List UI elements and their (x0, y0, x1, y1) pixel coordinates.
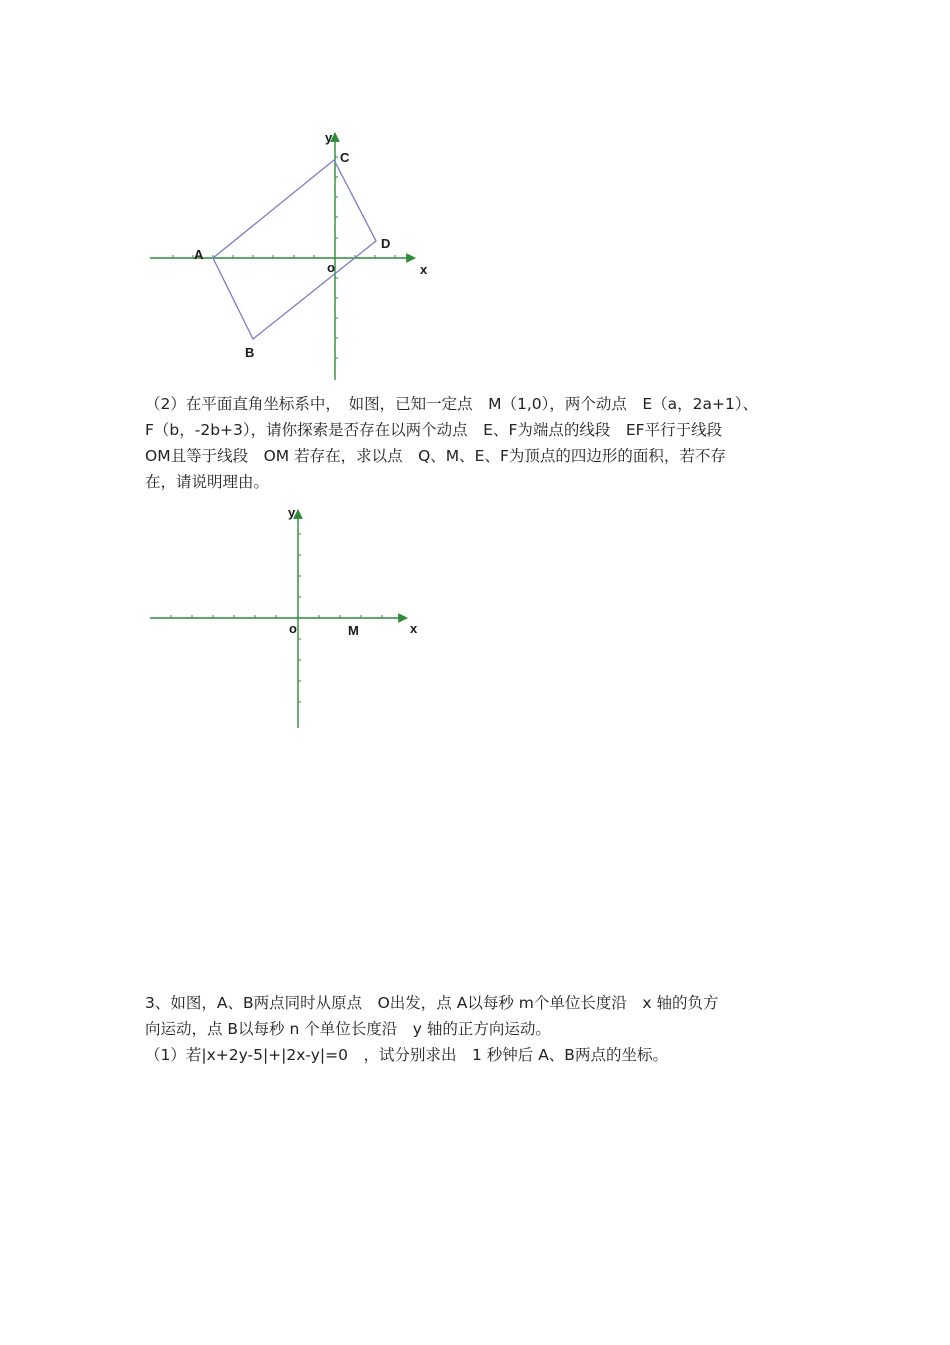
problem-2-line: F（b，-2b+3），请你探索是否存在以两个动点 E、F为端点的线段 EF平行于线段 (145, 421, 723, 439)
problem-3-line: 3、如图，A、B两点同时从原点 O出发，点 A以每秒 m个单位长度沿 x 轴的负方 (145, 994, 719, 1012)
figure-1-coordinate-plane (150, 130, 428, 380)
fig2-origin-label: o (289, 621, 297, 636)
point-D-label: D (381, 236, 391, 251)
problem-2-line: 在，请说明理由。 (145, 473, 270, 491)
problem-3-line: （1）若|x+2y-5|+|2x-y|=0 ，试分别求出 1 秒钟后 A、B两点的坐标。 (145, 1046, 668, 1064)
problem-3-line: 向运动，点 B以每秒 n 个单位长度沿 y 轴的正方向运动。 (145, 1020, 551, 1038)
problem-2-text (145, 391, 825, 495)
fig2-axis-x-label: x (410, 621, 418, 636)
figure-2-coordinate-plane (150, 505, 418, 728)
quadrilateral-ABDC (213, 160, 376, 339)
point-C-label: C (340, 150, 350, 165)
problem-2-line: OM且等于线段 OM 若存在，求以点 Q、M、E、F为顶点的四边形的面积，若不存 (145, 447, 726, 465)
problem-2-line: （2）在平面直角坐标系中， 如图，已知一定点 M（1,0），两个动点 E（a，2a+1）、 (145, 395, 759, 413)
fig1-origin-label: o (327, 260, 335, 275)
fig1-axis-y-label: y (325, 130, 333, 145)
point-B-label: B (245, 345, 255, 360)
fig2-axis-y-label: y (288, 505, 296, 520)
point-M-label: M (348, 623, 359, 638)
problem-3-text (145, 990, 825, 1068)
fig1-axis-x-label: x (420, 262, 428, 277)
point-A-label: A (194, 247, 204, 262)
